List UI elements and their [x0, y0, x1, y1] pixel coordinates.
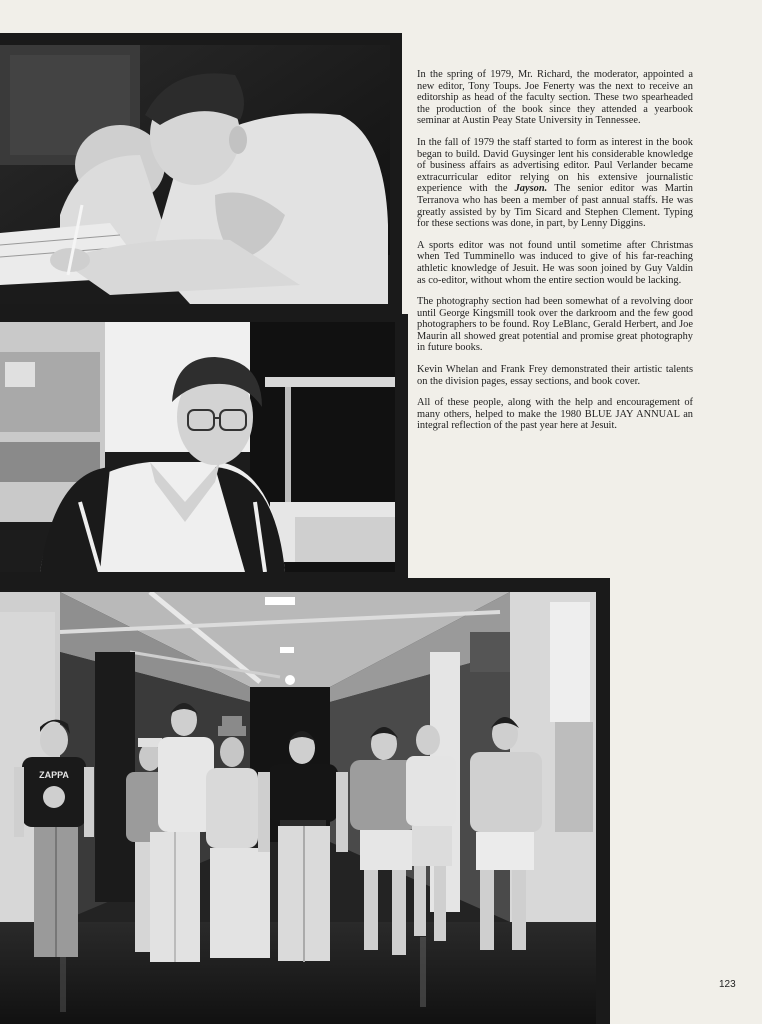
paragraph-2-end: The senior editor was Martin Terranova who has been a member of past annual staffs. He was greatly assisted by by Tim Sicard and Stephen Clement. Typing for these sections was done, in part, by Lenny Diggins. [417, 183, 693, 230]
photo-writer-panel [0, 33, 402, 314]
jayson-title: Jayson. [514, 183, 548, 195]
paragraph-6: All of these people, along with the help and encouragement of many others, helped to make the 1980 BLUE JAY ANNUAL an integral reflection of the past year here at Jesuit. [417, 397, 693, 432]
photo-staff-hallway [0, 592, 596, 1024]
paragraph-5: Kevin Whelan and Frank Frey demonstrated their artistic talents on the division pages, essay sections, and book cover. [417, 364, 693, 387]
page-number: 123 [719, 979, 736, 990]
photo-student-glasses [0, 322, 395, 572]
paragraph-2 [417, 137, 693, 230]
paragraph-1: In the spring of 1979, Mr. Richard, the moderator, appointed a new editor, Tony Toups. Joe Fenerty was the next to receive an editorship as head of the faculty section. These two spearheaded the production of the book since they attended a yearbook seminar at Austin Peay State University in Tennessee. [417, 69, 693, 127]
paragraph-3: A sports editor was not found until sometime after Christmas when Ted Tumminello was induced to give of his far-reaching athletic knowledge of Jesuit. He was soon joined by Guy Valdin as co-editor, without whom the entire section would be lacking. [417, 239, 693, 286]
photo-glasses-panel [0, 314, 408, 580]
paragraph-2-start: In the fall of 1979 the staff started to form as interest in the book began to build. David Guysinger lent his considerable knowledge of business affairs as advertising editor. Paul Verlander became extracurricular editor relying on his extensive journalistic experience with the [417, 136, 693, 195]
photo-hallway-panel [0, 578, 610, 1024]
paragraph-4: The photography section had been somewhat of a revolving door until George Kingsmill took over the darkroom and the few good photographers to be found. Roy LeBlanc, Gerald Herbert, and Joe Maurin all showed great potential and promise great photography in future books. [417, 296, 693, 354]
photo-student-writing [0, 45, 390, 304]
zappa-shirt-text: ZAPPA [39, 770, 69, 780]
article-text [417, 69, 693, 442]
